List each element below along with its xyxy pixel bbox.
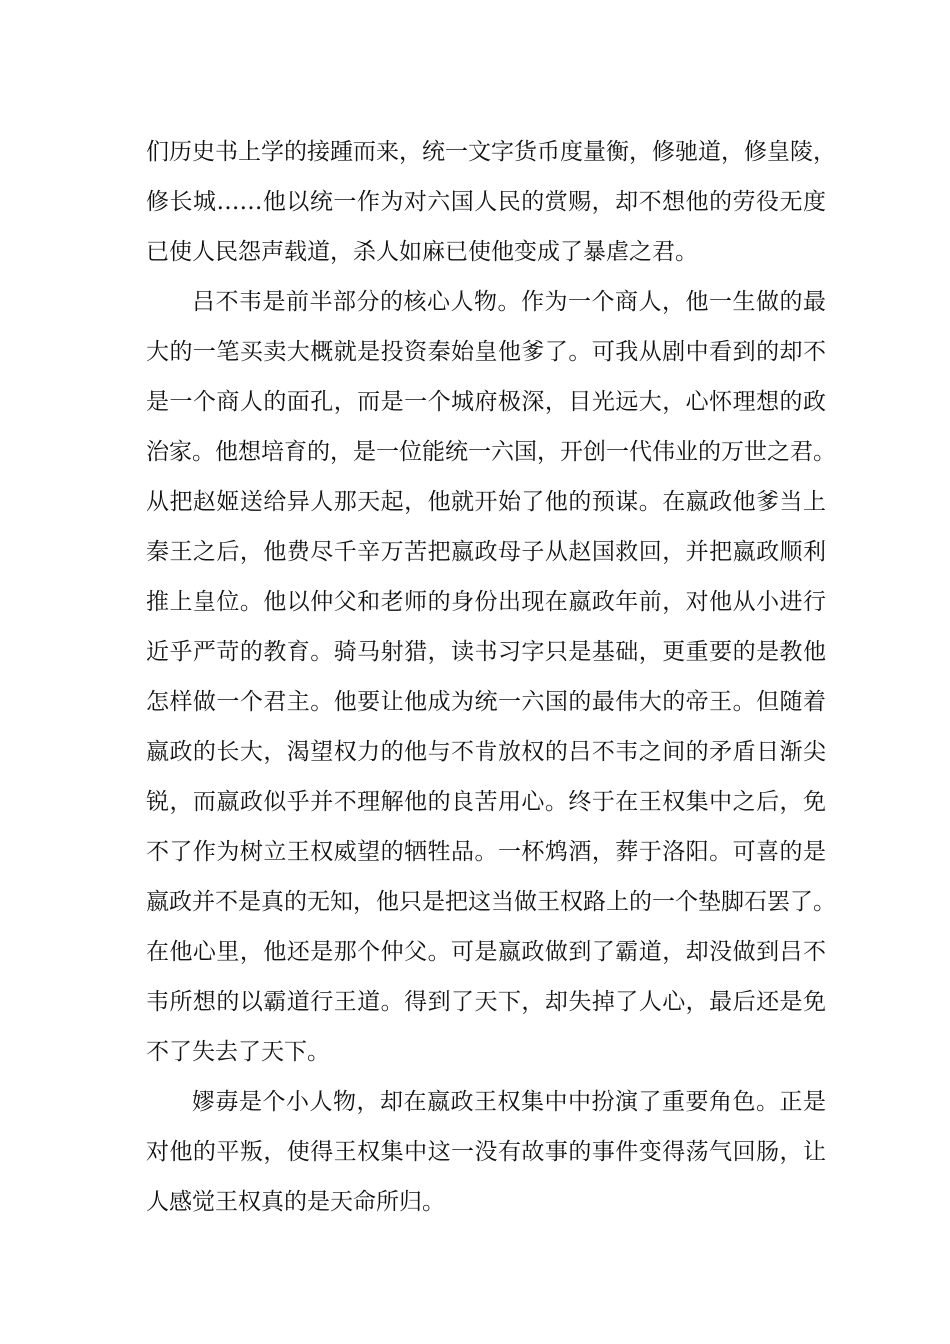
text-line: 嬴政的长大，渴望权力的他与不肯放权的吕不韦之间的矛盾日渐尖 — [146, 739, 826, 765]
text-line: 秦王之后，他费尽千辛万苦把嬴政母子从赵国救回，并把嬴政顺利 — [146, 539, 826, 565]
text-line: 锐，而嬴政似乎并不理解他的良苦用心。终于在王权集中之后，免 — [146, 789, 826, 815]
text-line: 大的一笔买卖大概就是投资秦始皇他爹了。可我从剧中看到的却不 — [146, 339, 826, 365]
text-line: 对他的平叛，使得王权集中这一没有故事的事件变得荡气回肠，让 — [146, 1139, 826, 1165]
text-line: 是一个商人的面孔，而是一个城府极深，目光远大，心怀理想的政 — [146, 389, 826, 415]
text-line: 们历史书上学的接踵而来，统一文字货币度量衡，修驰道，修皇陵， — [146, 139, 836, 165]
text-line: 在他心里，他还是那个仲父。可是嬴政做到了霸道，却没做到吕不 — [146, 939, 826, 965]
text-line: 推上皇位。他以仲父和老师的身份出现在嬴政年前，对他从小进行 — [146, 589, 826, 615]
text-line: 怎样做一个君主。他要让他成为统一六国的最伟大的帝王。但随着 — [146, 689, 826, 715]
text-line: 治家。他想培育的，是一位能统一六国，开创一代伟业的万世之君。 — [146, 439, 836, 465]
text-line: 修长城……他以统一作为对六国人民的赏赐，却不想他的劳役无度 — [146, 189, 826, 215]
paragraph-first-line: 嫪毐是个小人物，却在嬴政王权集中中扮演了重要角色。正是 — [192, 1089, 826, 1115]
text-line: 不了作为树立王权威望的牺牲品。一杯鸩酒，葬于洛阳。可喜的是 — [146, 839, 826, 865]
text-line: 已使人民怨声载道，杀人如麻已使他变成了暴虐之君。 — [146, 239, 698, 265]
text-line: 嬴政并不是真的无知，他只是把这当做王权路上的一个垫脚石罢了。 — [146, 889, 836, 915]
text-line: 韦所想的以霸道行王道。得到了天下，却失掉了人心，最后还是免 — [146, 989, 826, 1015]
body-text — [146, 127, 836, 1227]
text-line: 从把赵姬送给异人那天起，他就开始了他的预谋。在嬴政他爹当上 — [146, 489, 826, 515]
text-line: 不了失去了天下。 — [146, 1039, 330, 1065]
text-line: 近乎严苛的教育。骑马射猎，读书习字只是基础，更重要的是教他 — [146, 639, 826, 665]
paragraph-first-line: 吕不韦是前半部分的核心人物。作为一个商人，他一生做的最 — [192, 289, 826, 315]
text-line: 人感觉王权真的是天命所归。 — [146, 1189, 445, 1215]
